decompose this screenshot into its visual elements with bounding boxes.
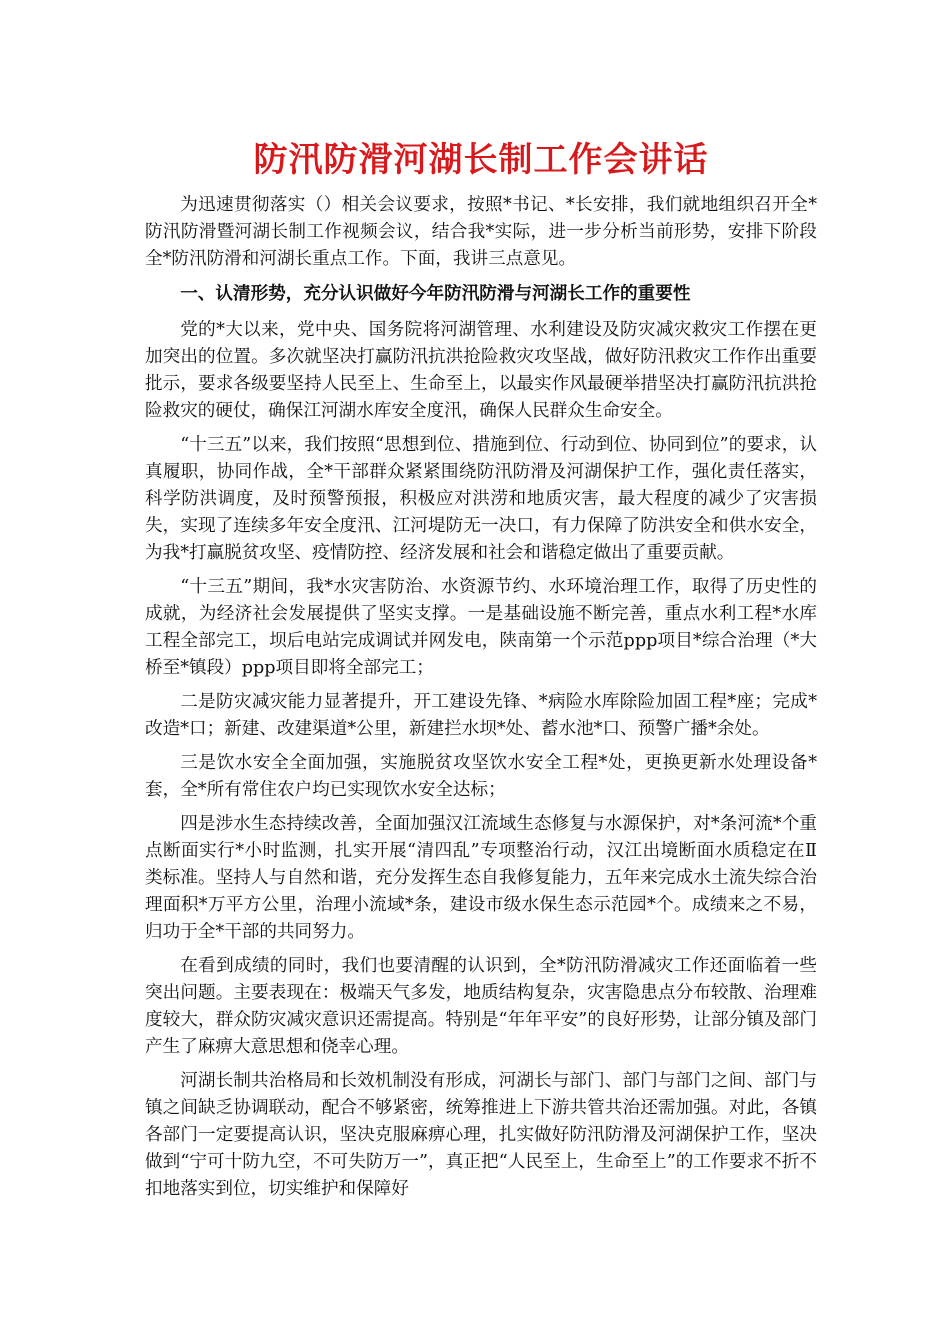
document-title: 防汛防滑河湖长制工作会讲话: [253, 140, 709, 180]
body-paragraph: “十三五”以来，我们按照“思想到位、措施到位、行动到位、协同到位”的要求，认真履职，协同作战，全*干部群众紧紧围绕防汛防滑及河湖保护工作，强化责任落实，科学防洪调度，及时预警预报，积极应对洪涝和地质灾害，最大程度的减少了灾害损失，实现了连续多年安全度汛、江河堤防无一决口，有力保障了防洪安全和供水安全，为我*打赢脱贫攻坚、疫情防控、经济发展和社会和谐稳定做出了重要贡献。: [145, 435, 817, 563]
body-paragraph: 二是防灾减灾能力显著提升，开工建设先锋、*病险水库除险加固工程*座；完成*改造*口；新建、改建渠道*公里，新建拦水坝*处、蓄水池*口、预警广播*余处。: [145, 692, 817, 739]
section-heading: 一、认清形势，充分认识做好今年防汛防滑与河湖长工作的重要性: [180, 283, 691, 304]
body-paragraph: 三是饮水安全全面加强，实施脱贫攻坚饮水安全工程*处，更换更新水处理设备*套，全*所有常住农户均已实现饮水安全达标；: [145, 753, 817, 800]
body-paragraph: 在看到成绩的同时，我们也要清醒的认识到，全*防汛防滑减灾工作还面临着一些突出问题。主要表现在：极端天气多发，地质结构复杂，灾害隐患点分布较散、治理难度较大，群众防灾减灾意识还需提高。特别是“年年平安”的良好形势，让部分镇及部门产生了麻痹大意思想和侥幸心理。: [145, 956, 817, 1057]
body-paragraph: 河湖长制共治格局和长效机制没有形成，河湖长与部门、部门与部门之间、部门与镇之间缺乏协调联动，配合不够紧密，统筹推进上下游共管共治还需加强。对此，各镇各部门一定要提高认识，坚决克服麻痹心理，扎实做好防汛防滑及河湖保护工作，坚决做到“宁可十防九空，不可失防万一”，真正把“人民至上，生命至上”的工作要求不折不扣地落实到位，切实维护和保障好: [145, 1071, 817, 1199]
intro-paragraph: 为迅速贯彻落实（）相关会议要求，按照*书记、*长安排，我们就地组织召开全*防汛防滑暨河湖长制工作视频会议，结合我*实际，进一步分析当前形势，安排下阶段全*防汛防滑和河湖长重点工作。下面，我讲三点意见。: [145, 195, 817, 269]
body-paragraph: 党的*大以来，党中央、国务院将河湖管理、水利建设及防灾减灾救灾工作摆在更加突出的位置。多次就坚决打赢防汛抗洪抢险救灾攻坚战，做好防汛救灾工作作出重要批示，要求各级要坚持人民至上、生命至上，以最实作风最硬举措坚决打赢防汛抗洪抢险救灾的硬仗，确保江河湖水库安全度汛，确保人民群众生命安全。: [145, 320, 817, 421]
body-paragraph: 四是涉水生态持续改善，全面加强汉江流域生态修复与水源保护，对*条河流*个重点断面实行*小时监测，扎实开展“清四乱”专项整治行动，汉江出境断面水质稳定在Ⅱ类标准。坚持人与自然和谐，充分发挥生态自我修复能力，五年来完成水土流失综合治理面积*万平方公里，治理小流域*条，建设市级水保生态示范园*个。成绩来之不易，归功于全*干部的共同努力。: [145, 814, 817, 942]
body-paragraph: “十三五”期间，我*水灾害防治、水资源节约、水环境治理工作，取得了历史性的成就，为经济社会发展提供了坚实支撑。一是基础设施不断完善，重点水利工程*水库工程全部完工，坝后电站完成调试并网发电，陕南第一个示范ppp项目*综合治理（*大桥至*镇段）ppp项目即将全部完工；: [145, 577, 817, 678]
document-page: [145, 130, 817, 1210]
